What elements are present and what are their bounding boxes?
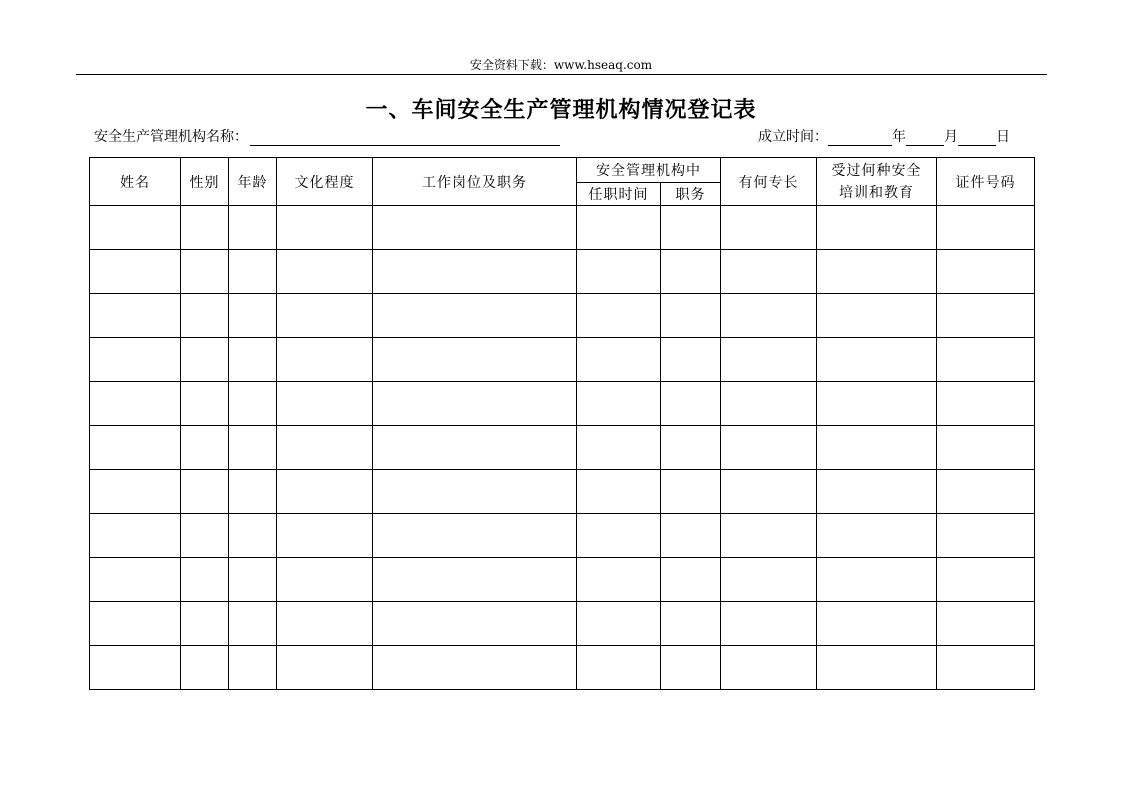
cell-name[interactable] bbox=[90, 646, 181, 690]
cell-specialty[interactable] bbox=[721, 294, 817, 338]
cell-age[interactable] bbox=[229, 382, 277, 426]
cell-certificate[interactable] bbox=[937, 646, 1035, 690]
cell-org-tenure[interactable] bbox=[577, 426, 661, 470]
cell-name[interactable] bbox=[90, 206, 181, 250]
cell-certificate[interactable] bbox=[937, 338, 1035, 382]
cell-gender[interactable] bbox=[181, 602, 229, 646]
cell-education[interactable] bbox=[277, 250, 373, 294]
cell-certificate[interactable] bbox=[937, 602, 1035, 646]
day-label: 日 bbox=[996, 129, 1010, 145]
cell-org-tenure[interactable] bbox=[577, 382, 661, 426]
cell-position[interactable] bbox=[373, 602, 577, 646]
cell-position[interactable] bbox=[373, 646, 577, 690]
cell-training[interactable] bbox=[817, 558, 937, 602]
cell-age[interactable] bbox=[229, 514, 277, 558]
cell-specialty[interactable] bbox=[721, 602, 817, 646]
registration-table bbox=[89, 157, 1035, 690]
cell-specialty[interactable] bbox=[721, 382, 817, 426]
col-header-training-line1: 受过何种安全 bbox=[831, 162, 922, 179]
cell-education[interactable] bbox=[277, 294, 373, 338]
cell-education[interactable] bbox=[277, 558, 373, 602]
cell-org-duty[interactable] bbox=[661, 558, 721, 602]
cell-org-tenure[interactable] bbox=[577, 646, 661, 690]
cell-org-duty[interactable] bbox=[661, 382, 721, 426]
cell-gender[interactable] bbox=[181, 426, 229, 470]
cell-age[interactable] bbox=[229, 338, 277, 382]
cell-education[interactable] bbox=[277, 514, 373, 558]
cell-org-tenure[interactable] bbox=[577, 470, 661, 514]
cell-education[interactable] bbox=[277, 470, 373, 514]
cell-org-duty[interactable] bbox=[661, 250, 721, 294]
cell-org-duty[interactable] bbox=[661, 206, 721, 250]
cell-training[interactable] bbox=[817, 602, 937, 646]
col-header-training bbox=[817, 158, 937, 206]
cell-age[interactable] bbox=[229, 558, 277, 602]
cell-training[interactable] bbox=[817, 382, 937, 426]
cell-specialty[interactable] bbox=[721, 206, 817, 250]
cell-education[interactable] bbox=[277, 338, 373, 382]
cell-org-duty[interactable] bbox=[661, 338, 721, 382]
table-row bbox=[90, 206, 1035, 250]
cell-gender[interactable] bbox=[181, 558, 229, 602]
cell-position[interactable] bbox=[373, 558, 577, 602]
cell-org-duty[interactable] bbox=[661, 514, 721, 558]
cell-org-tenure[interactable] bbox=[577, 514, 661, 558]
col-header-name: 姓名 bbox=[90, 158, 181, 206]
document-title: 一、车间安全生产管理机构情况登记表 bbox=[365, 97, 757, 123]
table-row bbox=[90, 338, 1035, 382]
cell-certificate[interactable] bbox=[937, 470, 1035, 514]
cell-org-tenure[interactable] bbox=[577, 250, 661, 294]
cell-org-tenure[interactable] bbox=[577, 206, 661, 250]
col-header-specialty: 有何专长 bbox=[721, 158, 817, 206]
cell-name[interactable] bbox=[90, 426, 181, 470]
cell-training[interactable] bbox=[817, 250, 937, 294]
col-header-education: 文化程度 bbox=[277, 158, 373, 206]
cell-certificate[interactable] bbox=[937, 206, 1035, 250]
year-label: 年 bbox=[892, 129, 906, 145]
cell-position[interactable] bbox=[373, 294, 577, 338]
cell-name[interactable] bbox=[90, 470, 181, 514]
cell-name[interactable] bbox=[90, 338, 181, 382]
table-row bbox=[90, 558, 1035, 602]
cell-org-tenure[interactable] bbox=[577, 294, 661, 338]
cell-org-duty[interactable] bbox=[661, 470, 721, 514]
table-row bbox=[90, 646, 1035, 690]
cell-age[interactable] bbox=[229, 426, 277, 470]
cell-position[interactable] bbox=[373, 426, 577, 470]
cell-name[interactable] bbox=[90, 382, 181, 426]
cell-gender[interactable] bbox=[181, 338, 229, 382]
cell-gender[interactable] bbox=[181, 382, 229, 426]
cell-training[interactable] bbox=[817, 470, 937, 514]
cell-specialty[interactable] bbox=[721, 646, 817, 690]
cell-gender[interactable] bbox=[181, 514, 229, 558]
cell-age[interactable] bbox=[229, 470, 277, 514]
cell-certificate[interactable] bbox=[937, 558, 1035, 602]
cell-certificate[interactable] bbox=[937, 426, 1035, 470]
established-label: 成立时间： bbox=[758, 129, 828, 145]
cell-name[interactable] bbox=[90, 558, 181, 602]
cell-specialty[interactable] bbox=[721, 470, 817, 514]
cell-specialty[interactable] bbox=[721, 558, 817, 602]
month-field[interactable] bbox=[906, 131, 944, 146]
year-field[interactable] bbox=[828, 131, 892, 146]
cell-gender[interactable] bbox=[181, 250, 229, 294]
col-header-org-duty: 职务 bbox=[661, 183, 721, 206]
col-header-org-tenure: 任职时间 bbox=[577, 183, 661, 206]
cell-org-tenure[interactable] bbox=[577, 338, 661, 382]
org-name-line bbox=[94, 128, 560, 146]
cell-org-tenure[interactable] bbox=[577, 558, 661, 602]
cell-training[interactable] bbox=[817, 646, 937, 690]
cell-age[interactable] bbox=[229, 602, 277, 646]
cell-org-duty[interactable] bbox=[661, 646, 721, 690]
cell-certificate[interactable] bbox=[937, 382, 1035, 426]
cell-age[interactable] bbox=[229, 250, 277, 294]
cell-position[interactable] bbox=[373, 382, 577, 426]
cell-name[interactable] bbox=[90, 514, 181, 558]
established-date-line bbox=[758, 128, 1010, 146]
cell-org-duty[interactable] bbox=[661, 426, 721, 470]
cell-org-duty[interactable] bbox=[661, 602, 721, 646]
table-row bbox=[90, 294, 1035, 338]
cell-position[interactable] bbox=[373, 250, 577, 294]
cell-specialty[interactable] bbox=[721, 338, 817, 382]
day-field[interactable] bbox=[958, 131, 996, 146]
cell-training[interactable] bbox=[817, 206, 937, 250]
cell-position[interactable] bbox=[373, 338, 577, 382]
cell-certificate[interactable] bbox=[937, 294, 1035, 338]
cell-certificate[interactable] bbox=[937, 514, 1035, 558]
cell-org-duty[interactable] bbox=[661, 294, 721, 338]
cell-gender[interactable] bbox=[181, 206, 229, 250]
page-header-source: 安全资料下载：www.hseaq.com bbox=[469, 58, 653, 72]
cell-specialty[interactable] bbox=[721, 250, 817, 294]
cell-education[interactable] bbox=[277, 602, 373, 646]
col-header-org-group: 安全管理机构中 bbox=[577, 158, 721, 183]
cell-age[interactable] bbox=[229, 646, 277, 690]
table-header-row bbox=[90, 158, 1035, 183]
table-row bbox=[90, 382, 1035, 426]
cell-specialty[interactable] bbox=[721, 426, 817, 470]
cell-gender[interactable] bbox=[181, 294, 229, 338]
cell-specialty[interactable] bbox=[721, 514, 817, 558]
cell-age[interactable] bbox=[229, 294, 277, 338]
org-name-field[interactable] bbox=[250, 131, 560, 146]
cell-education[interactable] bbox=[277, 206, 373, 250]
cell-training[interactable] bbox=[817, 338, 937, 382]
table-row bbox=[90, 470, 1035, 514]
cell-org-tenure[interactable] bbox=[577, 602, 661, 646]
cell-position[interactable] bbox=[373, 514, 577, 558]
cell-gender[interactable] bbox=[181, 470, 229, 514]
header-divider bbox=[76, 74, 1047, 75]
cell-education[interactable] bbox=[277, 646, 373, 690]
cell-education[interactable] bbox=[277, 426, 373, 470]
cell-training[interactable] bbox=[817, 514, 937, 558]
table-row bbox=[90, 514, 1035, 558]
col-header-position: 工作岗位及职务 bbox=[373, 158, 577, 206]
cell-training[interactable] bbox=[817, 426, 937, 470]
cell-name[interactable] bbox=[90, 294, 181, 338]
cell-position[interactable] bbox=[373, 470, 577, 514]
col-header-training-line2: 培训和教育 bbox=[839, 184, 914, 201]
month-label: 月 bbox=[944, 129, 958, 145]
col-header-gender: 性别 bbox=[181, 158, 229, 206]
table-row bbox=[90, 426, 1035, 470]
table-row bbox=[90, 602, 1035, 646]
cell-education[interactable] bbox=[277, 382, 373, 426]
cell-position[interactable] bbox=[373, 206, 577, 250]
table-body bbox=[90, 206, 1035, 690]
cell-gender[interactable] bbox=[181, 646, 229, 690]
col-header-age: 年龄 bbox=[229, 158, 277, 206]
table-row bbox=[90, 250, 1035, 294]
cell-name[interactable] bbox=[90, 602, 181, 646]
cell-age[interactable] bbox=[229, 206, 277, 250]
cell-name[interactable] bbox=[90, 250, 181, 294]
col-header-certificate: 证件号码 bbox=[937, 158, 1035, 206]
org-name-label: 安全生产管理机构名称： bbox=[94, 129, 248, 145]
cell-training[interactable] bbox=[817, 294, 937, 338]
cell-certificate[interactable] bbox=[937, 250, 1035, 294]
